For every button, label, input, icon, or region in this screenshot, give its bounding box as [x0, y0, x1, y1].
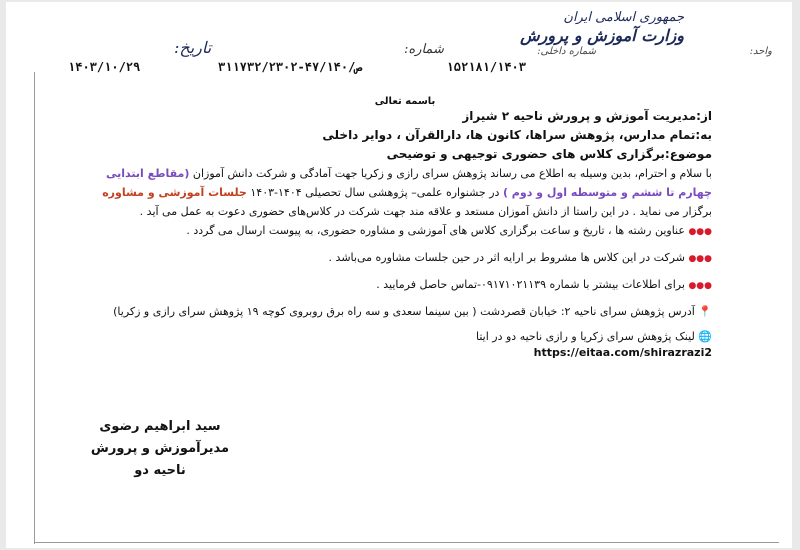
republic-heading: جمهوری اسلامی ایران	[563, 10, 684, 25]
unit-label: واحد:	[749, 46, 772, 57]
internal-number-label: شماره داخلی:	[537, 46, 596, 57]
from-line: از:مدیریت آموزش و پرورش ناحیه ۲ شیراز	[462, 109, 712, 123]
letter-body	[98, 96, 712, 359]
bullet-item	[98, 221, 712, 242]
ministry-heading: وزارت آموزش و پرورش	[520, 26, 684, 45]
number-label: شماره:	[404, 42, 444, 57]
bullet-item	[98, 248, 712, 269]
bullet-text: برای اطلاعات بیشتر با شماره ۰۹۱۷۱۰۲۱۱۳۹-تماس حاصل فرمایید .	[376, 278, 685, 291]
grade-highlight: (مقاطع ابتدایی چهارم تا ششم و متوسطه اول و دوم )	[106, 167, 712, 199]
pin-icon: 📍	[698, 305, 712, 318]
address-line	[98, 302, 712, 321]
bismillah: باسمه تعالی	[374, 96, 436, 107]
to-line: به:تمام مدارس، پژوهش سراها، کانون ها، دارالقرآن ، دوایر داخلی	[322, 128, 712, 142]
intro-text-c: برگزار می نماید . در این راستا از دانش آموزان مستعد و علاقه مند جهت شرکت در کلاس‌های حضوری دعوت به عمل می آید .	[139, 205, 712, 218]
signer-title: مدیرآموزش و پرورش	[90, 441, 230, 456]
date-value: ۱۴۰۳/۱۰/۲۹	[68, 60, 141, 74]
intro-text-a: با سلام و احترام، بدین وسیله به اطلاع می رساند پژوهش سرای رازی و زکریا جهت آمادگی و شرکت دانش آموزان	[192, 167, 712, 180]
signer-district: ناحیه دو	[134, 463, 186, 478]
red-dots-bullet-icon: ●●●	[688, 227, 712, 237]
address-text: آدرس پژوهش سرای ناحیه ۲: خیابان قصردشت ( بین سینما سعدی و سه راه برق روبروی کوچه ۱۹ پژوهش سرای رازی و زکریا)	[113, 305, 695, 318]
bottom-border-line	[34, 542, 779, 543]
date-label: تاریخ:	[174, 38, 212, 57]
link-intro-text: لینک پژوهش سرای زکریا و رازی ناحیه دو در ایتا	[476, 330, 695, 343]
signature-block	[70, 416, 250, 482]
intro-paragraph	[98, 164, 712, 221]
bullet-text: عناوین رشته ها ، تاریخ و ساعت برگزاری کلاس های آموزشی و مشاوره حضوری، به پیوست ارسال می گردد .	[186, 224, 685, 237]
internal-number-value: ۱۵۲۱۸۱/۱۴۰۳	[446, 60, 526, 74]
intro-text-b: در جشنواره علمی– پژوهشی سال تحصیلی ۱۴۰۴-۱۴۰۳	[250, 186, 500, 199]
link-intro-line	[98, 327, 712, 346]
bullet-text: شرکت در این کلاس ها مشروط بر ارایه اثر در حین جلسات مشاوره می‌باشد .	[328, 251, 685, 264]
globe-icon: 🌐	[698, 330, 712, 343]
letter-number-value: ص/۴۷/۱۴۰-۳۱۱۷۳۲/۲۳۰۲	[218, 60, 363, 74]
eitaa-link[interactable]: https://eitaa.com/shirazrazi2	[533, 346, 712, 359]
left-border-line	[34, 72, 35, 544]
letter-page	[6, 2, 792, 548]
sessions-highlight: جلسات آموزشی و مشاوره	[102, 186, 247, 199]
red-dots-bullet-icon: ●●●	[688, 281, 712, 291]
red-dots-bullet-icon: ●●●	[688, 254, 712, 264]
signer-name: سید ابراهیم رضوی	[99, 419, 221, 434]
bullet-item	[98, 275, 712, 296]
subject-line: موضوع:برگزاری کلاس های حضوری توجیهی و توضیحی	[386, 147, 712, 161]
